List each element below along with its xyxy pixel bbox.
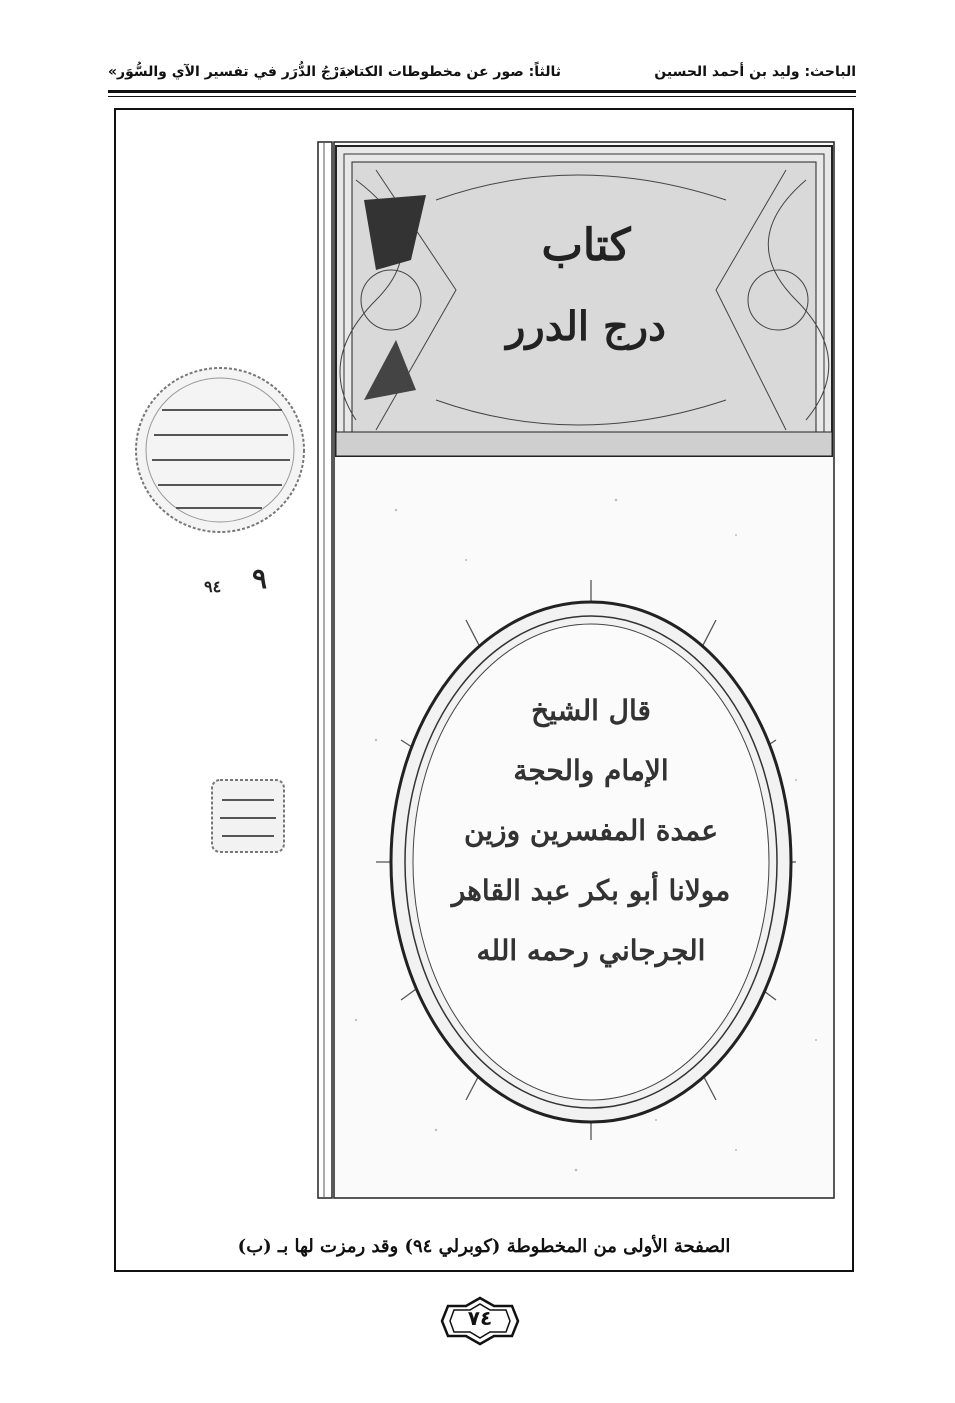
header-book-title: «دَرْجُ الدُّرَر في تفسير الآي والسُّوَر»: [108, 64, 356, 80]
medallion-line-5: الجرجاني رحمه الله: [476, 934, 706, 967]
medallion: [391, 602, 791, 1122]
title-calligraphy-line-2: درج الدرر: [506, 303, 666, 350]
running-header: [108, 58, 856, 88]
medallion-line-3: عمدة المفسرين وزين: [463, 814, 719, 847]
medallion-line-2: الإمام والحجة: [513, 754, 669, 787]
side-mark-2: ٩٤: [204, 577, 222, 596]
header-section: ثالثاً: صور عن مخطوطات الكتاب: [339, 64, 561, 80]
page-number: ٧٤: [467, 1306, 493, 1330]
medallion-line-1: قال الشيخ: [531, 694, 651, 727]
header-author: الباحث: وليد بن أحمد الحسين: [654, 64, 856, 80]
ownership-seal-square: [208, 776, 288, 856]
title-panel: [336, 146, 832, 456]
title-calligraphy-line-1: كتاب: [541, 220, 631, 271]
ownership-seal-round: [132, 360, 312, 620]
side-mark-1: ٩: [252, 562, 268, 595]
header-rule-thin: [108, 96, 856, 97]
manuscript-image: [316, 140, 836, 1200]
medallion-line-4: مولانا أبو بكر عبد القاهر: [451, 874, 731, 907]
header-rule-thick: [108, 90, 856, 93]
figure-caption: الصفحة الأولى من المخطوطة (كوبرلي ٩٤) وقد رمزت لها بـ (ب): [237, 1236, 731, 1257]
